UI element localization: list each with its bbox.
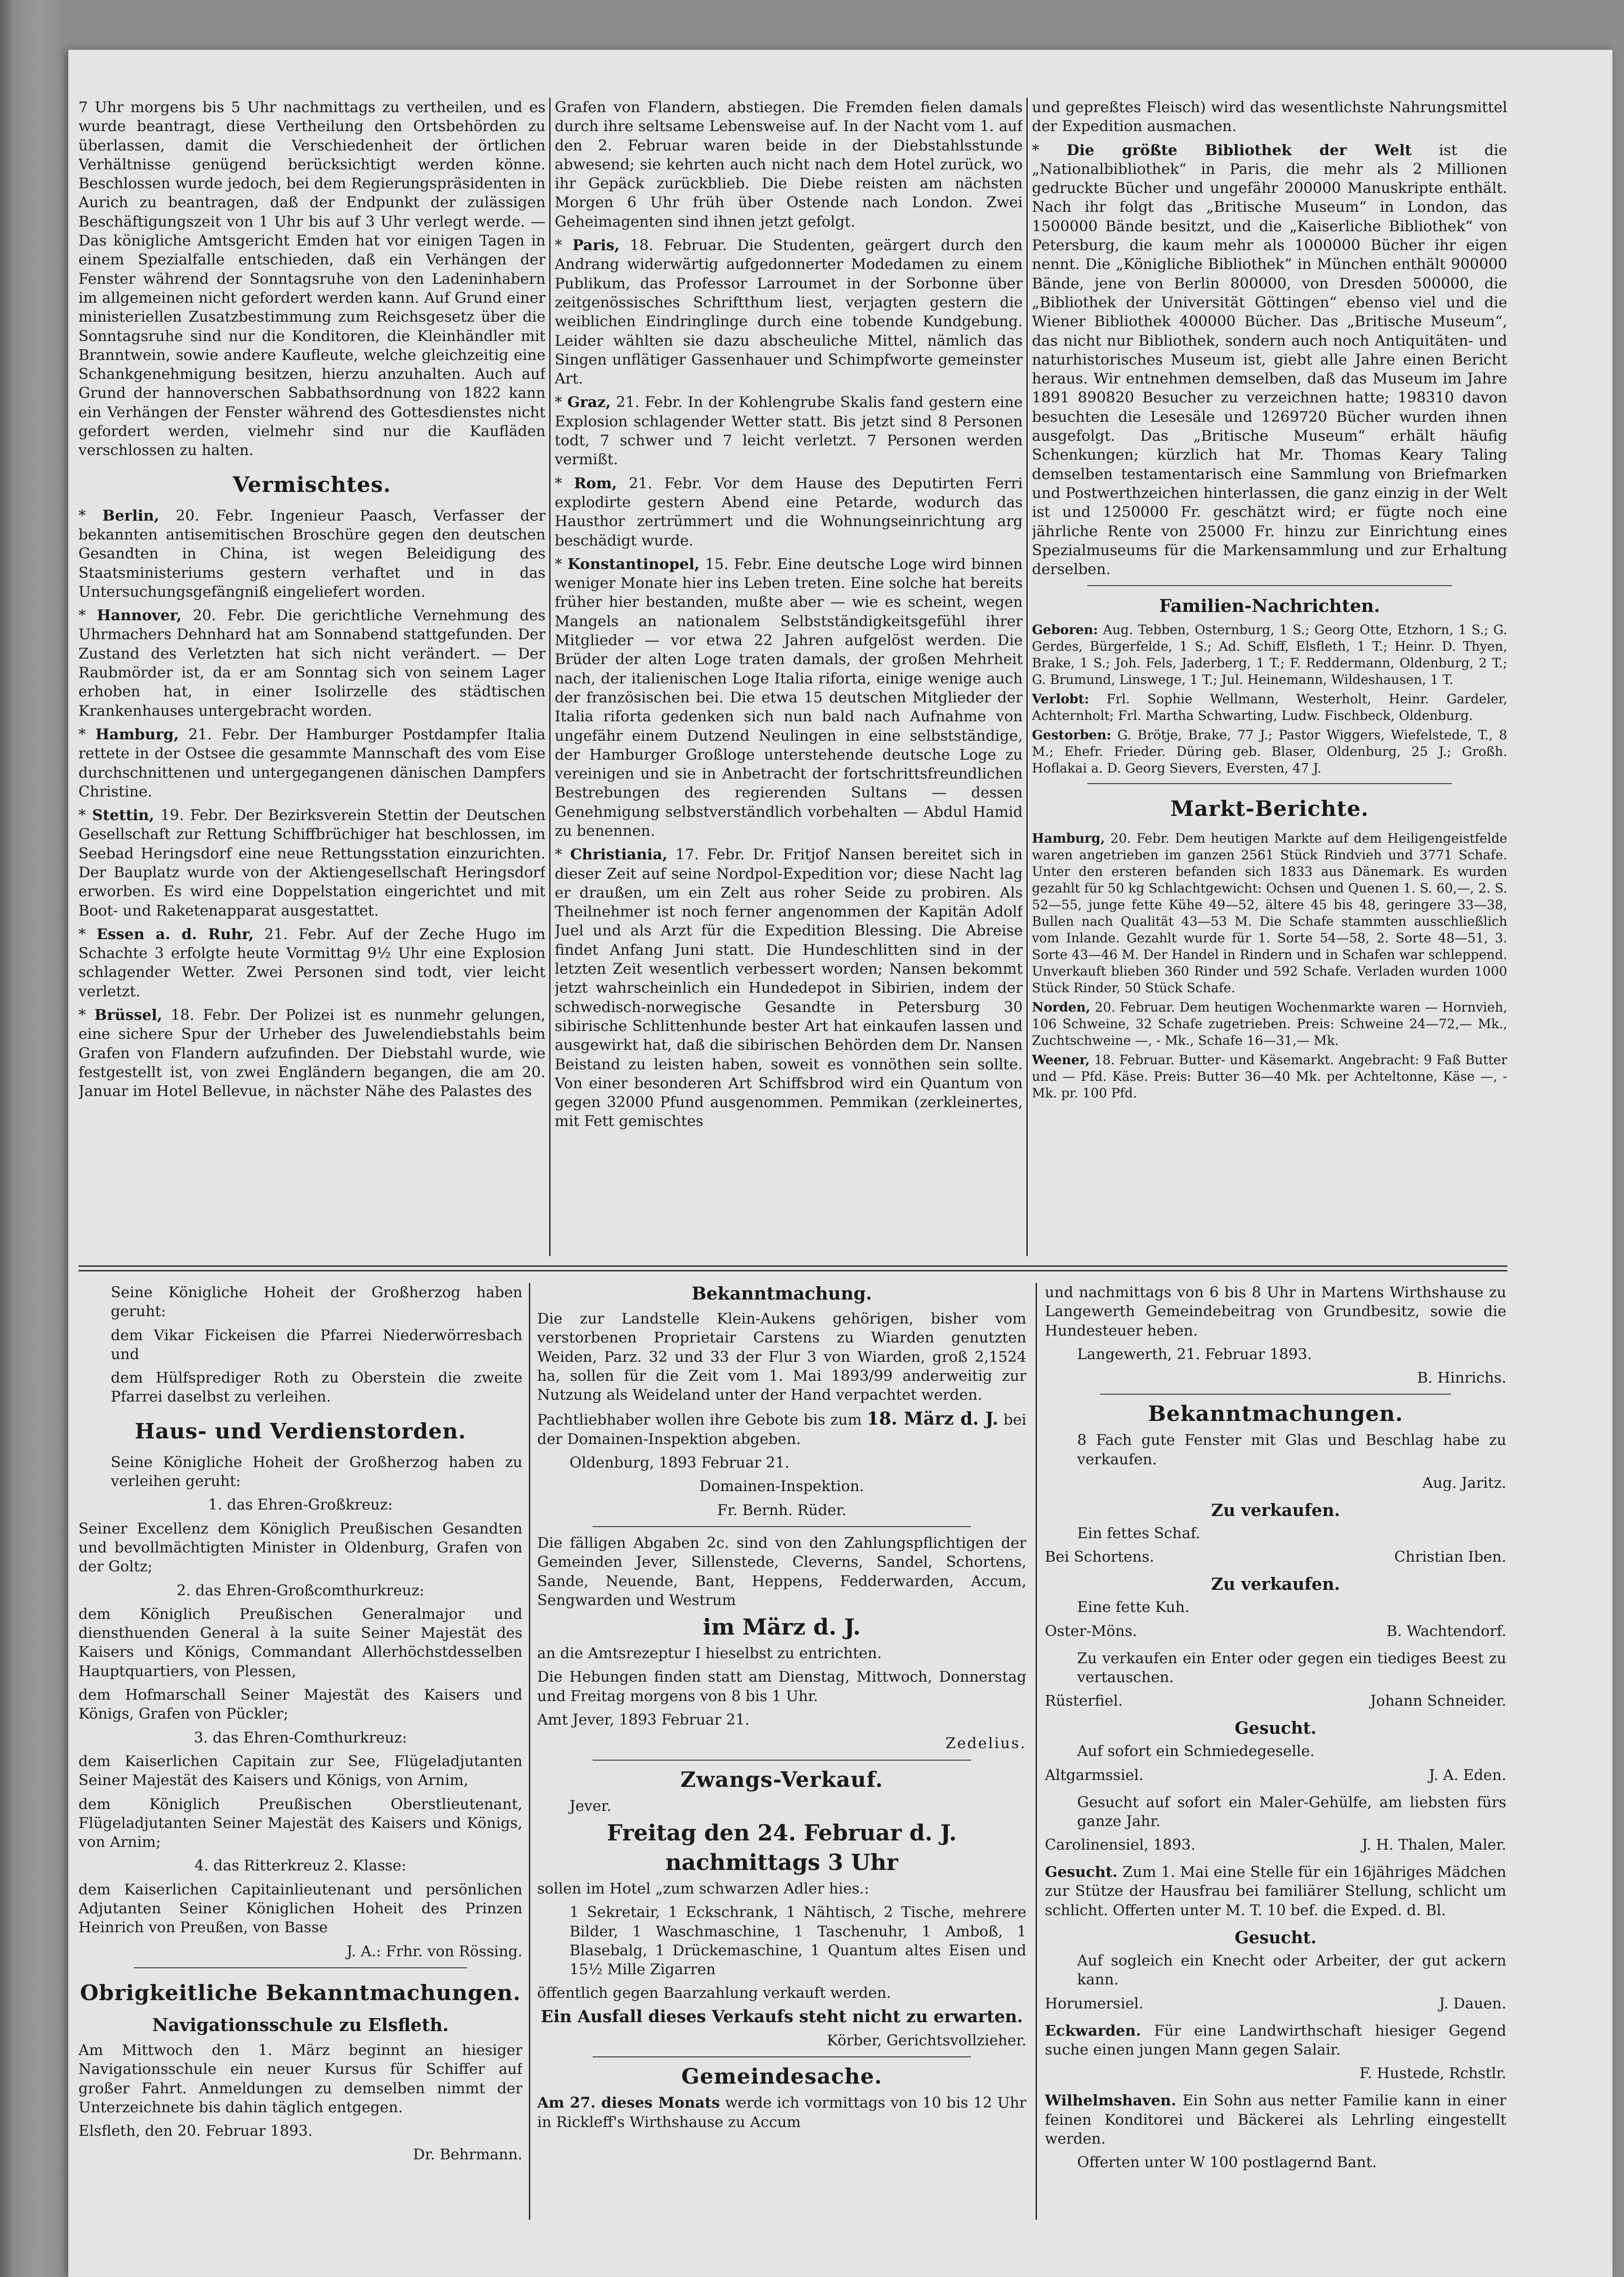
order-heading: 1. das Ehren-Großkreuz:: [208, 1496, 393, 1514]
orders-title: Haus- und Verdienstorden.: [134, 1418, 467, 1444]
news-item: * Brüssel, 18. Febr. Der Polizei ist es nunmehr gelungen, eine sichere Spur der Urheber des Juwelendiebstahls beim Grafen von Flandern aufzufinden. Der Diebstahl wurde, wie festgestellt ist, von zwei Engländern begangen, die am 20. Januar im Hotel Bellevue, in nächster Nähe des Palastes des: [78, 1006, 545, 1100]
notice-signature: Fr. Bernh. Rüder.: [717, 1501, 846, 1519]
classified-ad: [1045, 1649, 1506, 1711]
classified-ad: [1045, 1501, 1506, 1566]
news-place: Konstantinopel,: [567, 555, 700, 573]
ad-left: Altgarmssiel.: [1045, 1766, 1144, 1784]
news-item: * Paris, 18. Februar. Die Studenten, geärgert durch den Andrang widerwärtig aufgedonnerter Modedamen zu einem Publikum, das Professor Larroumet in der Sorbonne über zeitgenössisches Schriftthum liest, verjagten gestern die weiblichen Eindringlinge durch eine tobende Kundgebung. Leider wählten sie dazu abscheuliche Mittel, nämlich das Singen unflätiger Gassenhauer und Schimpfworte gemeinster Art.: [555, 236, 1023, 388]
market-entry: [1032, 999, 1507, 1049]
classified-ad: [1045, 1575, 1506, 1640]
family-entry: [1032, 691, 1507, 724]
bottom-column-2: [537, 1283, 1026, 2220]
news-text: 17. Febr. Dr. Fritjof Nansen bereitet sich in dieser Zeit auf seine Nordpol-Expedition vor; diese Nacht lag er draußen, um ein Zelt aus roher Seide zu probiren. Als Theilnehmer ist noch ferner angenommen der Kapitän Adolf Juel und als Arzt für die Expedition Blessing. Die Abreise findet Anfang Juni statt. Die Hundeschlitten sind in der letzten Zeit wesentlich verbessert worden; Nansen bekommt jetzt wahrscheinlich ein Hundedepot in Sibirien, indem der schwedisch-norwegische Gesandte in Petersburg 30 sibirische Schlittenhunde bester Art hat einkaufen lassen und ausgewirkt hat, daß die sibirischen Behörden dem Dr. Nansen Beistand zu leisten haben, soweit es vonnöthen sein sollte. Von einer besonderen Art Schiffsbrod wird ein Quantum von gegen 32000 Pfund ausgenommen. Pemmikan (zerkleinertes, mit Fett gemischtes: [555, 845, 1023, 1130]
order-heading: 3. das Ehren-Comthurkreuz:: [194, 1728, 407, 1746]
notice-deadline: 18. März d. J.: [867, 1408, 999, 1429]
navigation-school-text: Am Mittwoch den 1. März beginnt an hiesiger Navigationsschule ein neuer Kursus für Schiffer auf großer Fahrt. Anmeldungen zu demselben nimmt der Unterzeichnete bis dahin täglich entgegen.: [78, 2041, 522, 2116]
column-rule: [549, 98, 551, 1256]
ad-left: Horumersiel.: [1045, 1994, 1144, 2012]
orders-intro: Seine Königliche Hoheit der Großherzog haben zu verleihen geruht:: [111, 1453, 522, 1490]
ad-title: Gesucht.: [1234, 1719, 1317, 1738]
forced-sale-signature: Körber, Gerichtsvollzieher.: [827, 2031, 1026, 2049]
navigation-school-date: Elsfleth, den 20. Februar 1893.: [78, 2122, 313, 2140]
tax-notice-signature: Zedelius.: [945, 1734, 1026, 1752]
ad-lead: Eckwarden.: [1045, 2021, 1141, 2039]
community-text: Am 27. dieses Monats werde ich vormittags von 10 bis 12 Uhr in Rickleff's Wirthshause zu Accum: [537, 2094, 1026, 2131]
market-entry: [1032, 1052, 1507, 1102]
notice-place: Oldenburg, 1893 Februar 21.: [569, 1454, 790, 1472]
news-text: 21. Febr. Der Hamburger Postdampfer Italia rettete in der Ostsee die gesammte Mannschaft des vom Eise durchschnittenen und untergegangenen dänischen Dampfers Christine.: [78, 725, 545, 800]
ad-signature: Johann Schneider.: [1370, 1692, 1506, 1710]
announcements-title: Bekanntmachungen.: [1148, 1401, 1403, 1426]
navigation-school-signature: Dr. Behrmann.: [413, 2145, 522, 2163]
market-text: 20. Febr. Dem heutigen Markte auf dem Heiligengeistfelde waren angetrieben im ganzen 2561 Stück Rindvieh und 3771 Schafe. Unter den ersteren befanden sich 1833 aus Dänemark. Es wurden gezahlt für 50 kg Schlachtgewicht: Ochsen und Quenen 1. S. 60,—, 2. S. 52—55, junge fette Kühe 49—52, ältere 45 bis 48, geringere 33—38, Bullen nach Qualität 43—53 M. Die Schafe stammten ausschließlich vom Inlande. Gezahlt wurde für 1. Sorte 54—58, 2. Sorte 48—51, 3. Sorte 43—46 M. Der Handel in Rindern und in Schafen war schleppend. Unverkauft blieben 360 Rinder und 592 Schafe. Verladen wurden 1000 Stück Rinder, 50 Stück Schafe.: [1032, 831, 1507, 996]
market-label: Hamburg,: [1032, 831, 1105, 846]
tax-notice-month: im März d. J.: [703, 1614, 861, 1641]
forced-sale-place: Jever.: [569, 1797, 611, 1815]
forced-sale-date: Freitag den 24. Februar d. J.: [606, 1820, 957, 1846]
order-entry: dem Königlich Preußischen Generalmajor und diensthuenden General à la suite Seiner Majestät des Kaisers und Königs, Commandant Allerhöchstdesselben Hauptquartiers, von Plessen,: [78, 1605, 522, 1680]
column-2: [555, 98, 1023, 1256]
ad-title: Zu verkaufen.: [1211, 1501, 1340, 1521]
news-item: * Christiania, 17. Febr. Dr. Fritjof Nansen bereitet sich in dieser Zeit auf seine Nordpol-Expedition vor; diese Nacht lag er draußen, um ein Zelt aus roher Seide zu probiren. Als Theilnehmer ist noch ferner angenommen der Kapitän Adolf Juel und als Arzt für die Expedition Blessing. Die Abreise findet Anfang Juni statt. Die Hundeschlitten sind in der letzten Zeit wesentlich verbessert worden; Nansen bekommt jetzt wahrscheinlich ein Hundedepot in Sibirien, indem der schwedisch-norwegische Gesandte in Petersburg 30 sibirische Schlittenhunde bester Art hat einkaufen lassen und ausgewirkt hat, daß die sibirischen Behörden dem Dr. Nansen Beistand zu leisten haben, soweit es vonnöthen sein sollte. Von einer besonderen Art Schiffsbrod wird ein Quantum von gegen 32000 Pfund ausgenommen. Pemmikan (zerkleinertes, mit Fett gemischtes: [555, 845, 1023, 1130]
ad-signature: J. H. Thalen, Maler.: [1361, 1836, 1506, 1854]
tax-notice-text: Die fälligen Abgaben 2c. sind von den Zahlungspflichtigen der Gemeinden Jever, Sillenstede, Cleverns, Sandel, Schortens, Sande, Neuende, Bant, Heppens, Fedderwarden, Accum, Sengwarden und Westrum: [537, 1534, 1026, 1609]
news-text: 21. Febr. In der Kohlengrube Skalis fand gestern eine Explosion schlagender Wetter statt. Bis jetzt sind 8 Personen todt, 7 schwer und 7 leicht verletzt. 7 Personen werden vermißt.: [555, 393, 1023, 468]
ad-text: Wilhelmshaven. Ein Sohn aus netter Familie kann in einer feinen Konditorei und Bäckerei als Lehrling eingestellt werden.: [1045, 2091, 1506, 2147]
announcement-line: dem Vikar Fickeisen die Pfarrei Niederwörresbach und: [111, 1326, 522, 1363]
ad-text: 8 Fach gute Fenster mit Glas und Beschlag habe zu verkaufen.: [1077, 1431, 1506, 1468]
family-news: [1032, 622, 1507, 777]
section-title-vermischtes: Vermischtes.: [233, 472, 391, 497]
bottom-column-1: [78, 1283, 522, 2220]
divider: [1100, 1394, 1451, 1395]
forced-sale-bold: Ein Ausfall dieses Verkaufs steht nicht zu erwarten.: [540, 2007, 1023, 2026]
ad-lead: Wilhelmshaven.: [1045, 2091, 1176, 2109]
ad-left: Rüsterfiel.: [1045, 1692, 1123, 1710]
article-paragraph: 7 Uhr morgens bis 5 Uhr nachmittags zu vertheilen, und es wurde beantragt, diese Vertheilung den Ortsbehörden zu überlassen, damit die Verschiedenheit der örtlichen Verhältnisse genügend berücksichtigt werden könne. Beschlossen wurde jedoch, bei dem Regierungspräsidenten in Aurich zu beantragen, daß der Endpunkt der zulässigen Beschäftigungszeit von 1 Uhr bis auf 3 Uhr verlegt werde. — Das königliche Amtsgericht Emden hat vor einigen Tagen in einem Spezialfalle entschieden, daß ein Verhängen der Fenster während der Sonntagsruhe von den Ladeninhabern im allgemeinen nicht gefordert werden kann. Auf Grund einer ministeriellen Zusatzbestimmung zum Reichsgesetz über die Sonntagsruhe sind nur die Konditoren, die Kleinhändler mit Branntwein, sowie andere Kaufleute, welche gleichzeitig eine Schankgenehmigung besitzen, hierzu anzuhalten. Auch auf Grund der hannoverschen Sabbathsordnung von 1822 kann ein Verhängen der Fenster während des Gottesdienstes nicht gefordert werden, vielmehr sind nur die Kaufläden verschlossen zu halten.: [78, 98, 545, 459]
news-item: * Berlin, 20. Febr. Ingenieur Paasch, Verfasser der bekannten antisemitischen Broschüre gegen den deutschen Gesandten in China, ist wegen Beleidigung des Staatsministeriums gestern verhaftet und in das Untersuchungsgefängniß eingeliefert worden.: [78, 506, 545, 600]
section-rule: [78, 1265, 1507, 1267]
article-paragraph: und gepreßtes Fleisch) wird das wesentlichste Nahrungsmittel der Expedition ausmachen.: [1032, 98, 1507, 135]
forced-sale-time: nachmittags 3 Uhr: [665, 1849, 899, 1876]
column-1: [78, 98, 545, 1256]
market-reports: [1032, 830, 1507, 1102]
divider: [1087, 585, 1452, 586]
news-text: 19. Febr. Der Bezirksverein Stettin der Deutschen Gesellschaft zur Rettung Schiffbrüchiger hat beschlossen, im Seebad Heringsdorf eine neue Rettungsstation einzurichten. Der Bauplatz wurde von der Aktiengesellschaft Heringsdorf erworben. Es wird eine Doppelstation eingerichtet und mit Boot- und Raketenapparat ausgestattet.: [78, 806, 545, 919]
news-item: * Graz, 21. Febr. In der Kohlengrube Skalis fand gestern eine Explosion schlagender Wetter statt. Bis jetzt sind 8 Personen todt, 7 schwer und 7 leicht verletzt. 7 Personen werden vermißt.: [555, 393, 1023, 468]
library-article: * Die größte Bibliothek der Welt ist die „Nationalbibliothek“ in Paris, die mehr als 2 Millionen gedruckte Bücher und ungefähr 200000 Manuskripte enthält. Nach ihr folgt das „Britische Museum“ in London, das 1500000 Bände besitzt, und die „Kaiserliche Bibliothek“ von Petersburg, die kaum mehr als 1000000 Bücher ihr eigen nennt. Die „Königliche Bibliothek“ in München enthält 900000 Bände, jene von Berlin 800000, von Dresden 500000, die „Bibliothek der Universität Göttingen“ ebenso viel und die Wiener Bibliothek 400000 Bücher. Das „Britische Museum“, das nicht nur Bibliothek, sondern auch noch Antiquitäten- und naturhistorisches Museum ist, giebt alle Jahre einen Bericht heraus. Wir entnehmen demselben, daß das Museum im Jahre 1891 890820 Besucher zu verzeichnen hatte; 198310 davon besuchten die Lesesäle und 1269720 Bücher wurden ihnen ausgefolgt. Das „Britische Museum“ erhält häufig Schenkungen; kürzlich hat Mr. Thomas Keary Taling demselben testamentarisch eine Sammlung von Briefmarken und Postwerthzeichen hinterlassen, die ganz einzig in der Welt ist und 1250000 Fr. geschätzt wird; er fügte noch eine jährliche Rente von 25000 Fr. hinzu zur Einrichtung eines Spezialmuseums für die Markensammlung und zur Erhaltung derselben.: [1032, 141, 1507, 578]
market-text: 18. Februar. Butter- und Käsemarkt. Angebracht: 9 Faß Butter und — Pfd. Käse. Preis: Butter 36—40 Mk. per Achteltonne, Käse —, - Mk. pr. 100 Pfd.: [1032, 1052, 1507, 1101]
classified-ad: [1045, 1719, 1506, 1784]
ad-text: Eine fette Kuh.: [1077, 1598, 1190, 1616]
news-place: Hannover,: [97, 606, 182, 624]
news-text: 18. Febr. Der Polizei ist es nunmehr gelungen, eine sichere Spur der Urheber des Juwelendiebstahls beim Grafen von Flandern aufzufinden. Der Diebstahl wurde, wie festgestellt ist, von zwei Engländern begangen, die am 20. Januar im Hotel Bellevue, in nächster Nähe des Palastes des: [78, 1006, 545, 1100]
news-item: * Essen a. d. Ruhr, 21. Febr. Auf der Zeche Hugo im Schachte 3 erfolgte heute Vormittag 9½ Uhr eine Explosion schlagender Wetter. Zwei Personen sind todt, vier leicht verletzt.: [78, 925, 545, 1000]
news-text: 20. Febr. Ingenieur Paasch, Verfasser der bekannten antisemitischen Broschüre gegen den deutschen Gesandten in China, ist wegen Beleidigung des Staatsministeriums gestern verhaftet und in das Untersuchungsgefängniß eingeliefert worden.: [78, 506, 545, 600]
ad-text: Auf sofort ein Schmiedegeselle.: [1077, 1742, 1315, 1760]
official-announcements-title: Obrigkeitliche Bekanntmachungen.: [80, 1980, 521, 2005]
divider: [593, 2056, 971, 2057]
navigation-school-title: Navigationsschule zu Elsfleth.: [152, 2014, 449, 2035]
divider: [134, 1967, 467, 1968]
news-text: 21. Febr. Auf der Zeche Hugo im Schachte 3 erfolgte heute Vormittag 9½ Uhr eine Explosion schlagender Wetter. Zwei Personen sind todt, vier leicht verletzt.: [78, 925, 545, 1000]
tax-notice-place: Amt Jever, 1893 Februar 21.: [537, 1711, 750, 1729]
news-place: Rom,: [574, 474, 617, 492]
market-label: Weener,: [1032, 1052, 1090, 1068]
section-rule: [78, 1270, 1507, 1271]
market-entry: [1032, 830, 1507, 996]
news-text: 18. Februar. Die Studenten, geärgert durch den Andrang widerwärtig aufgedonnerter Modedamen zu einem Publikum, das Professor Larroumet in der Sorbonne über zeitgenössisches Schriftthum liest, verjagten gestern die weiblichen Eindringlinge durch eine tobende Kundgebung. Leider wählten sie dazu abscheuliche Mittel, nämlich das Singen unflätiger Gassenhauer und Schimpfworte gemeinster Art.: [555, 236, 1023, 388]
news-place: Paris,: [572, 236, 620, 254]
order-heading: 4. das Ritterkreuz 2. Klasse:: [194, 1857, 407, 1875]
column-3: [1032, 98, 1507, 1256]
column-rule: [1036, 1283, 1037, 2220]
news-item: * Stettin, 19. Febr. Der Bezirksverein Stettin der Deutschen Gesellschaft zur Rettung Schiffbrüchiger hat beschlossen, im Seebad Heringsdorf eine neue Rettungsstation einzurichten. Der Bauplatz wurde von der Aktiengesellschaft Heringsdorf erworben. Es wird eine Doppelstation eingerichtet und mit Boot- und Raketenapparat ausgestattet.: [78, 806, 545, 919]
news-text: 20. Febr. Die gerichtliche Vernehmung des Uhrmachers Dehnhard hat am Sonnabend stattgefunden. Der Zustand des Verletzten hat sich nicht verändert. — Der Raubmörder ist, da er am Sonntag sich von seinem Lager erhoben hat, in einer Isolirzelle des städtischen Krankenhauses untergebracht worden.: [78, 606, 545, 719]
forced-sale-text: öffentlich gegen Baarzahlung verkauft werden.: [537, 1984, 891, 2002]
article-paragraph: Grafen von Flandern, abstiegen. Die Fremden fielen damals durch ihre seltsame Lebensweise auf. In der Nacht vom 1. auf den 2. Februar waren beide in der Diebstahlsstunde abwesend; sie kehrten auch nicht nach dem Hotel zurück, wo ihr Gepäck zurückblieb. Die Diebe reisten am nächsten Morgen 6 Uhr früh über Ostende nach London. Zwei Geheimagenten sind ihnen jetzt gefolgt.: [555, 98, 1023, 230]
order-entry: dem Kaiserlichen Capitain zur See, Flügeladjutanten Seiner Majestät des Kaisers und Königs, von Arnim,: [78, 1752, 522, 1789]
order-entry: Seiner Excellenz dem Königlich Preußischen Gesandten und bevollmächtigten Minister in Oldenburg, Grafen von der Goltz;: [78, 1519, 522, 1576]
forced-sale-text: sollen im Hotel „zum schwarzen Adler hies.:: [537, 1879, 869, 1897]
family-label: Verlobt:: [1032, 691, 1089, 707]
news-place: Christiania,: [570, 845, 668, 863]
library-text: ist die „Nationalbibliothek“ in Paris, die mehr als 2 Millionen gedruckte Bücher und ungefähr 200000 Manuskripte enthält. Nach ihr folgt das „Britische Museum“ in London, das 1500000 Bände besitzt, und die „Kaiserliche Bibliothek“ von Petersburg, die kaum mehr als 1000000 Bücher ihr eigen nennt. Die „Königliche Bibliothek“ in München enthält 900000 Bände, jene von Berlin 800000, von Dresden 500000, die „Bibliothek der Universität Göttingen“ ebenso viel und die Wiener Bibliothek 400000 Bücher. Das „Britische Museum“, das nicht nur Bibliothek, sondern auch noch Antiquitäten- und naturhistorisches Museum ist, giebt alle Jahre einen Bericht heraus. Wir entnehmen demselben, daß das Museum im Jahre 1891 890820 Besucher zu verzeichnen hatte; 198310 davon besuchten die Lesesäle und 1269720 Bücher wurden ihnen ausgefolgt. Das „Britische Museum“ erhält häufig Schenkungen; kürzlich hat Mr. Thomas Keary Taling demselben testamentarisch eine Sammlung von Briefmarken und Postwerthzeichen hinterlassen, die ganz einzig in der Welt ist und 1250000 Fr. geschätzt wird; er fügte noch eine jährliche Rente von 25000 Fr. hinzu zur Einrichtung eines Spezialmuseums für die Markensammlung und zur Erhaltung derselben.: [1032, 141, 1507, 578]
tax-collection-text: und nachmittags von 6 bis 8 Uhr in Martens Wirthshause zu Langewerth Gemeindebeitrag von Grundbesitz, sowie die Hundesteuer heben.: [1045, 1283, 1506, 1339]
forced-sale-items: 1 Sekretair, 1 Eckschrank, 1 Nähtisch, 2 Tische, mehrere Bilder, 1 Waschmaschine, 1 Taschenuhr, 1 Amboß, 1 Blasebalg, 1 Drückemaschine, 1 Quantum altes Eisen und 15½ Mille Zigarren: [569, 1903, 1026, 1978]
family-label: Geboren:: [1032, 622, 1098, 638]
news-place: Berlin,: [102, 506, 159, 524]
ad-text: Offerten unter W 100 postlagernd Bant.: [1077, 2153, 1377, 2171]
news-item: * Konstantinopel, 15. Febr. Eine deutsche Loge wird binnen weniger Monate hier ins Leben treten. Eine solche hat bereits früher hier bestanden, mußte aber — wie es scheint, wegen Mangels an nationalem Selbstständigkeitsgefühl ihrer Mitglieder — vor etwa 22 Jahren aufgelöst werden. Die Brüder der alten Loge traten damals, der großen Mehrheit nach, der italienischen Loge Italia riforta, einige wenige auch der französischen bei. Die etwa 15 deutschen Mitglieder der Italia riforta gedenken sich nun bald nach Aufnahme von ungefähr einem Dutzend Neulingen in eine selbstständige, der Hamburger Großloge unterstehende deutsche Loge zu vereinigen und sie in Anbetracht der fortschrittsfreundlichen Bestrebungen des regierenden Sultans — dessen Genehmigung selbstverständlich vorbehalten — Abdul Hamid zu benennen.: [555, 555, 1023, 839]
ad-title: Zu verkaufen.: [1211, 1575, 1340, 1594]
announcement-intro: Seine Königliche Hoheit der Großherzog haben geruht:: [111, 1283, 522, 1320]
ad-signature: F. Hustede, Rchstlr.: [1359, 2064, 1506, 2082]
family-text: Aug. Tebben, Osternburg, 1 S.; Georg Otte, Etzhorn, 1 S.; G. Gerdes, Bürgerfelde, 1 S.; Ad. Schiff, Elsfleth, 1 T.; Heinr. D. Thyen, Brake, 1 S.; Joh. Fels, Jaderberg, 1 T.; F. Reddermann, Oldenburg, 2 T.; G. Brumund, Linswege, 1 T.; Jul. Heinemann, Wildeshausen, 1 T.: [1032, 622, 1507, 688]
market-label: Norden,: [1032, 1000, 1091, 1015]
ad-signature: B. Wachtendorf.: [1386, 1622, 1506, 1640]
divider: [593, 1760, 971, 1761]
news-place: Hamburg,: [95, 725, 179, 743]
community-title: Gemeindesache.: [681, 2064, 882, 2089]
announcement-line: dem Hülfsprediger Roth zu Oberstein die zweite Pfarrei daselbst zu verleihen.: [111, 1369, 522, 1406]
family-entry: [1032, 727, 1507, 777]
ad-text: Ein fettes Schaf.: [1077, 1524, 1200, 1542]
news-item: * Hamburg, 21. Febr. Der Hamburger Postdampfer Italia rettete in der Ostsee die gesammte Mannschaft des vom Eise durchschnittenen und untergegangenen dänischen Dampfers Christine.: [78, 725, 545, 800]
notice-text: Pachtliebhaber wollen ihre Gebote bis zum 18. März d. J. bei der Domainen-Inspektion abgeben.: [537, 1408, 1026, 1448]
news-place: Graz,: [567, 393, 611, 411]
ad-signature: J. Dauen.: [1439, 1994, 1506, 2012]
ad-lead: Gesucht.: [1045, 1863, 1118, 1881]
ad-title: Gesucht.: [1234, 1928, 1317, 1948]
tax-notice-text: Die Hebungen finden statt am Dienstag, Mittwoch, Donnerstag und Freitag morgens von 8 bis 1 Uhr.: [537, 1668, 1026, 1705]
divider: [1087, 783, 1452, 784]
news-item: * Rom, 21. Febr. Vor dem Hause des Deputirten Ferri explodirte gestern Abend eine Petarde, wodurch das Hausthor zertrümmert und die Wohnungseinrichtung arg beschädigt wurde.: [555, 474, 1023, 549]
ad-left: Oster-Möns.: [1045, 1622, 1137, 1640]
tax-notice-text: an die Amtsrezeptur I hieselbst zu entrichten.: [537, 1644, 882, 1662]
divider: [593, 1526, 971, 1527]
ad-text: Auf sogleich ein Knecht oder Arbeiter, der gut ackern kann.: [1077, 1952, 1506, 1989]
community-date: Am 27. dieses Monats: [537, 2094, 720, 2112]
library-lead: Die größte Bibliothek der Welt: [1066, 141, 1412, 159]
order-entry: dem Hofmarschall Seiner Majestät des Kaisers und Königs, Grafen von Pückler;: [78, 1686, 522, 1723]
family-text: Frl. Sophie Wellmann, Westerholt, Heinr. Gardeler, Achternholt; Frl. Martha Schwarting, Ludw. Fischbeck, Oldenburg.: [1032, 691, 1507, 724]
order-heading: 2. das Ehren-Großcomthurkreuz:: [176, 1581, 425, 1599]
ad-left: Carolinensiel, 1893.: [1045, 1836, 1196, 1854]
orders-signature: J. A.: Frhr. von Rössing.: [347, 1942, 522, 1960]
family-label: Gestorben:: [1032, 727, 1111, 743]
order-entry: dem Kaiserlichen Capitainlieutenant und persönlichen Adjutanten Seiner Königlichen Hoheit des Prinzen Heinrich von Preußen, von Basse: [78, 1880, 522, 1936]
classified-ad: [1045, 2091, 1506, 2172]
notice-org: Domainen-Inspektion.: [699, 1477, 864, 1495]
ad-left: Bei Schortens.: [1045, 1548, 1154, 1566]
news-place: Brüssel,: [94, 1006, 162, 1024]
order-entry: dem Königlich Preußischen Oberstlieutenant, Flügeladjutanten Seiner Majestät des Kaisers und Königs, von Arnim;: [78, 1795, 522, 1851]
notice-title: Bekanntmachung.: [691, 1283, 872, 1304]
notice-text: Die zur Landstelle Klein-Aukens gehörigen, bisher vom verstorbenen Proprietair Carstens zu Wiarden genutzten Weiden, Parz. 32 und 33 der Flur 3 von Wiarden, groß 2,1524 ha, sollen für die Zeit vom 1. Mai 1893/99 anderweitig zur Nutzung als Weideland unter der Hand verpachtet werden.: [537, 1310, 1026, 1404]
column-rule: [1026, 98, 1028, 1256]
news-place: Essen a. d. Ruhr,: [96, 925, 254, 943]
classified-ad: [1045, 1928, 1506, 2013]
market-text: 20. Februar. Dem heutigen Wochenmarkte waren — Hornvieh, 106 Schweine, 32 Schafe zugetrieben. Preis: Schweine 24—72,— Mk., Zuchtschweine —, - Mk., Schafe 16—31,— Mk.: [1032, 1000, 1507, 1049]
classified-ad: [1045, 1793, 1506, 1855]
classified-ad: [1045, 2021, 1506, 2083]
ad-signature: Christian Iben.: [1394, 1548, 1506, 1566]
news-text: 15. Febr. Eine deutsche Loge wird binnen weniger Monate hier ins Leben treten. Eine solche hat bereits früher hier bestanden, mußte aber — wie es scheint, wegen Mangels an nationalem Selbstständigkeitsgefühl ihrer Mitglieder — vor etwa 22 Jahren aufgelöst werden. Die Brüder der alten Loge traten damals, der großen Mehrheit nach, der italienischen Loge Italia riforta, einige wenige auch der französischen bei. Die etwa 15 deutschen Mitglieder der Italia riforta gedenken sich nun bald nach Aufnahme von ungefähr einem Dutzend Neulingen in eine selbstständige, der Hamburger Großloge unterstehende deutsche Loge zu vereinigen und sie in Anbetracht der fortschrittsfreundlichen Bestrebungen des regierenden Sultans — dessen Genehmigung selbstverständlich vorbehalten — Abdul Hamid zu benennen.: [555, 555, 1023, 839]
ad-signature: Aug. Jaritz.: [1422, 1474, 1506, 1492]
classified-ad: [1045, 1431, 1506, 1492]
tax-collection-date: Langewerth, 21. Februar 1893.: [1077, 1345, 1312, 1363]
ad-text: Zu verkaufen ein Enter oder gegen ein tiediges Beest zu vertauschen.: [1077, 1649, 1506, 1686]
tax-collection-signature: B. Hinrichs.: [1417, 1369, 1506, 1387]
news-item: * Hannover, 20. Febr. Die gerichtliche Vernehmung des Uhrmachers Dehnhard hat am Sonnabend stattgefunden. Der Zustand des Verletzten hat sich nicht verändert. — Der Raubmörder ist, da er am Sonntag sich von seinem Lager erhoben hat, in einer Isolirzelle des städtischen Krankenhauses untergebracht worden.: [78, 606, 545, 719]
ad-text: Gesucht auf sofort ein Maler-Gehülfe, am liebsten fürs ganze Jahr.: [1077, 1793, 1506, 1830]
news-text: 21. Febr. Vor dem Hause des Deputirten Ferri explodirte gestern Abend eine Petarde, wodurch das Hausthor zertrümmert und die Wohnungseinrichtung arg beschädigt wurde.: [555, 474, 1023, 549]
news-place: Stettin,: [92, 806, 154, 824]
market-reports-title: Markt-Berichte.: [1170, 796, 1369, 821]
ad-signature: J. A. Eden.: [1429, 1766, 1506, 1784]
column-rule: [529, 1283, 530, 2220]
classified-ad: [1045, 1863, 1506, 1920]
family-news-title: Familien-Nachrichten.: [1159, 595, 1380, 617]
forced-sale-title: Zwangs-Verkauf.: [680, 1767, 883, 1792]
family-text: G. Brötje, Brake, 77 J.; Pastor Wiggers, Wiefelstede, T., 8 M.; Ehefr. Frieder. Düring geb. Blaser, Oldenburg, 25 J.; Großh. Hoflakai a. D. Georg Sievers, Eversten, 47 J.: [1032, 727, 1507, 776]
ad-text: Gesucht. Zum 1. Mai eine Stelle für ein 16jähriges Mädchen zur Stütze der Hausfrau bei familiärer Stellung, schlicht um schlicht. Offerten unter M. T. 10 bef. die Exped. d. Bl.: [1045, 1863, 1506, 1919]
family-entry: [1032, 622, 1507, 688]
ad-text: Eckwarden. Für eine Landwirthschaft hiesiger Gegend suche einen jungen Mann gegen Salair.: [1045, 2021, 1506, 2058]
bottom-column-3: [1045, 1283, 1506, 2220]
